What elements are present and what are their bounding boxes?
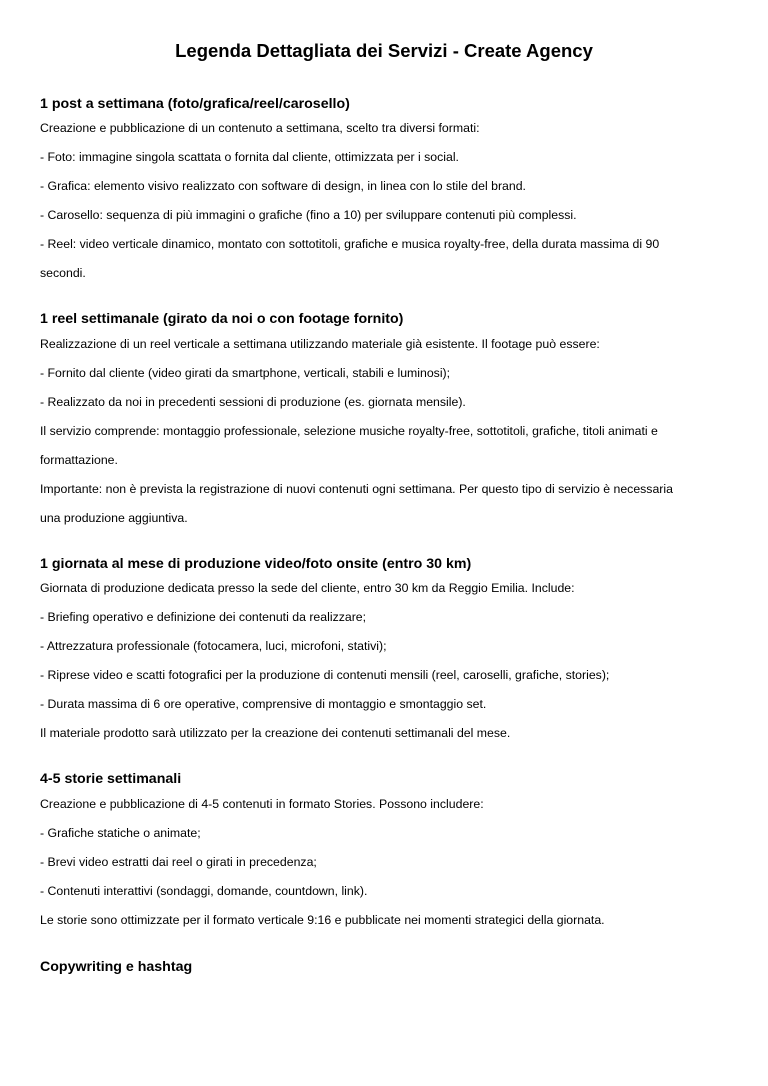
section-line: Creazione e pubblicazione di 4-5 contenuti in formato Stories. Possono includere: (40, 797, 484, 811)
section-line: - Durata massima di 6 ore operative, comprensive di montaggio e smontaggio set. (40, 697, 487, 711)
section-line: Importante: non è prevista la registrazione di nuovi contenuti ogni settimana. Per questo tipo di servizio è necessaria (40, 482, 673, 496)
section-line: - Grafiche statiche o animate; (40, 826, 201, 840)
section-line: secondi. (40, 266, 86, 280)
section-line: - Foto: immagine singola scattata o fornita dal cliente, ottimizzata per i social. (40, 150, 459, 164)
section-line: Creazione e pubblicazione di un contenuto a settimana, scelto tra diversi formati: (40, 121, 480, 135)
section-line: - Fornito dal cliente (video girati da smartphone, verticali, stabili e luminosi); (40, 366, 451, 380)
section-line: Realizzazione di un reel verticale a settimana utilizzando materiale già esistente. Il footage può essere: (40, 337, 600, 351)
section-heading-monthly-production: 1 giornata al mese di produzione video/foto onsite (entro 30 km) (40, 556, 472, 572)
section-line: - Briefing operativo e definizione dei contenuti da realizzare; (40, 610, 367, 624)
section-line: Il materiale prodotto sarà utilizzato per la creazione dei contenuti settimanali del mese. (40, 726, 511, 740)
section-heading-weekly-reel: 1 reel settimanale (girato da noi o con footage fornito) (40, 311, 404, 327)
section-line: - Reel: video verticale dinamico, montato con sottotitoli, grafiche e musica royalty-free, della durata massima di 90 (40, 237, 660, 251)
section-line: Giornata di produzione dedicata presso la sede del cliente, entro 30 km da Reggio Emilia. Include: (40, 581, 575, 595)
section-line: Le storie sono ottimizzate per il formato verticale 9:16 e pubblicate nei momenti strategici della giornata. (40, 913, 605, 927)
section-line: - Realizzato da noi in precedenti sessioni di produzione (es. giornata mensile). (40, 395, 466, 409)
section-line: - Riprese video e scatti fotografici per la produzione di contenuti mensili (reel, caroselli, grafiche, stories); (40, 668, 610, 682)
section-line: Il servizio comprende: montaggio professionale, selezione musiche royalty-free, sottotitoli, grafiche, titoli animati e (40, 424, 658, 438)
section-heading-copywriting: Copywriting e hashtag (40, 959, 193, 975)
section-heading-weekly-stories: 4-5 storie settimanali (40, 771, 182, 787)
section-heading-weekly-post: 1 post a settimana (foto/grafica/reel/carosello) (40, 96, 350, 112)
section-line: - Attrezzatura professionale (fotocamera, luci, microfoni, stativi); (40, 639, 387, 653)
section-line: una produzione aggiuntiva. (40, 511, 188, 525)
section-line: - Contenuti interattivi (sondaggi, domande, countdown, link). (40, 884, 368, 898)
page-title: Legenda Dettagliata dei Servizi - Create Agency (175, 40, 593, 61)
section-line: formattazione. (40, 453, 118, 467)
section-line: - Grafica: elemento visivo realizzato con software di design, in linea con lo stile del brand. (40, 179, 526, 193)
section-line: - Carosello: sequenza di più immagini o grafiche (fino a 10) per sviluppare contenuti più complessi. (40, 208, 577, 222)
section-line: - Brevi video estratti dai reel o girati in precedenza; (40, 855, 317, 869)
